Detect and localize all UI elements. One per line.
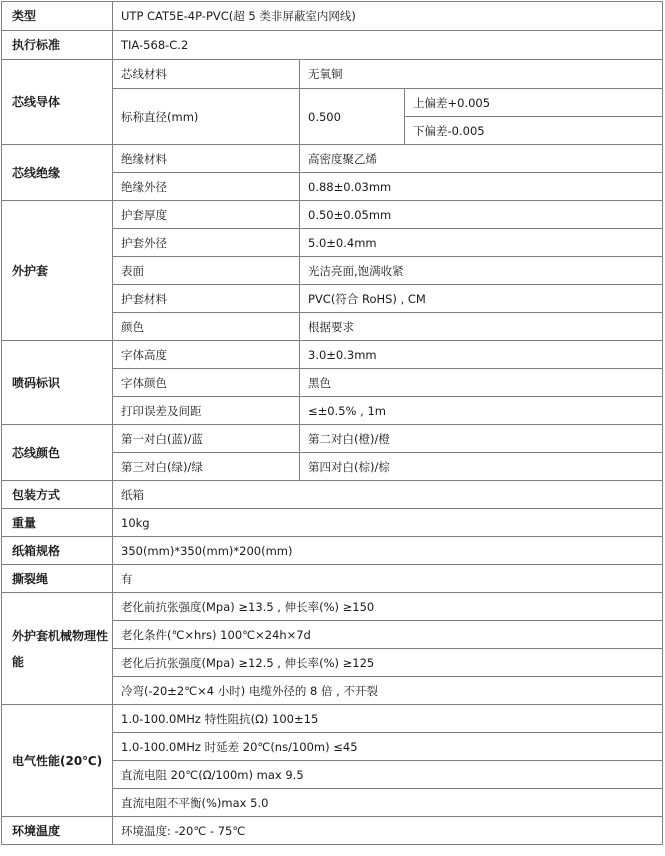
table-row	[2, 31, 663, 60]
row-value: TIA-568-C.2	[113, 31, 663, 60]
property-value: 根据要求	[300, 313, 663, 341]
property-name: 芯线材料	[113, 60, 300, 89]
property-name: 护套厚度	[113, 201, 300, 229]
row-label: 芯线绝缘	[2, 145, 113, 201]
property-value: 老化前抗张强度(Mpa) ≥13.5 , 伸长率(%) ≥150	[113, 593, 663, 621]
row-label: 撕裂绳	[2, 565, 113, 593]
row-label: 环境温度	[2, 817, 113, 845]
row-value: 环境温度: -20℃ - 75℃	[113, 817, 663, 845]
table-row	[2, 565, 663, 593]
table-row	[2, 537, 663, 565]
property-value: 老化后抗张强度(Mpa) ≥12.5 , 伸长率(%) ≥125	[113, 649, 663, 677]
row-label: 喷码标识	[2, 341, 113, 425]
property-value: 直流电阻不平衡(%)max 5.0	[113, 789, 663, 817]
row-label: 纸箱规格	[2, 537, 113, 565]
row-label: 执行标准	[2, 31, 113, 60]
property-name: 字体颜色	[113, 369, 300, 397]
table-row	[2, 509, 663, 537]
property-value: 黑色	[300, 369, 663, 397]
tolerance-lower: 下偏差-0.005	[405, 117, 663, 145]
table-row	[2, 341, 663, 369]
property-value: 3.0±0.3mm	[300, 341, 663, 369]
spec-table	[1, 1, 663, 845]
property-value: 0.50±0.05mm	[300, 201, 663, 229]
row-label: 芯线颜色	[2, 425, 113, 481]
property-value: ≤±0.5% , 1m	[300, 397, 663, 425]
pair-color: 第二对白(橙)/橙	[300, 425, 663, 453]
property-name: 打印误差及间距	[113, 397, 300, 425]
row-label: 外护套机械物理性能	[2, 593, 113, 705]
row-label: 外护套	[2, 201, 113, 341]
property-value: 0.88±0.03mm	[300, 173, 663, 201]
property-name: 绝缘外径	[113, 173, 300, 201]
property-name: 颜色	[113, 313, 300, 341]
property-name: 表面	[113, 257, 300, 285]
property-value: 无氧铜	[300, 60, 663, 89]
property-name: 字体高度	[113, 341, 300, 369]
table-row	[2, 425, 663, 453]
property-value: 直流电阻 20℃(Ω/100m) max 9.5	[113, 761, 663, 789]
row-label: 芯线导体	[2, 60, 113, 145]
property-value: 光洁亮面,饱满收紧	[300, 257, 663, 285]
row-value: 有	[113, 565, 663, 593]
table-row	[2, 60, 663, 89]
table-row	[2, 201, 663, 229]
property-value: 5.0±0.4mm	[300, 229, 663, 257]
property-value: 1.0-100.0MHz 特性阻抗(Ω) 100±15	[113, 705, 663, 733]
row-label: 电气性能(20℃)	[2, 705, 113, 817]
property-name: 护套材料	[113, 285, 300, 313]
row-value: 350(mm)*350(mm)*200(mm)	[113, 537, 663, 565]
table-row	[2, 705, 663, 733]
property-value: 老化条件(℃×hrs) 100℃×24h×7d	[113, 621, 663, 649]
row-label: 重量	[2, 509, 113, 537]
pair-color: 第一对白(蓝)/蓝	[113, 425, 300, 453]
property-name: 护套外径	[113, 229, 300, 257]
property-value: 冷弯(-20±2℃×4 小时) 电缆外径的 8 倍 , 不开裂	[113, 677, 663, 705]
row-label: 包装方式	[2, 481, 113, 509]
property-name: 绝缘材料	[113, 145, 300, 173]
row-value: 10kg	[113, 509, 663, 537]
property-name: 标称直径(mm)	[113, 89, 300, 145]
table-row	[2, 2, 663, 31]
property-value: 0.500	[300, 89, 405, 145]
table-row	[2, 145, 663, 173]
table-row	[2, 593, 663, 621]
table-row	[2, 817, 663, 845]
tolerance-upper: 上偏差+0.005	[405, 89, 663, 117]
table-row	[2, 481, 663, 509]
row-label: 类型	[2, 2, 113, 31]
property-value: PVC(符合 RoHS) , CM	[300, 285, 663, 313]
property-value: 1.0-100.0MHz 时延差 20℃(ns/100m) ≤45	[113, 733, 663, 761]
property-value: 高密度聚乙烯	[300, 145, 663, 173]
pair-color: 第四对白(棕)/棕	[300, 453, 663, 481]
pair-color: 第三对白(绿)/绿	[113, 453, 300, 481]
row-value: 纸箱	[113, 481, 663, 509]
row-value: UTP CAT5E-4P-PVC(超 5 类非屏蔽室内网线)	[113, 2, 663, 31]
